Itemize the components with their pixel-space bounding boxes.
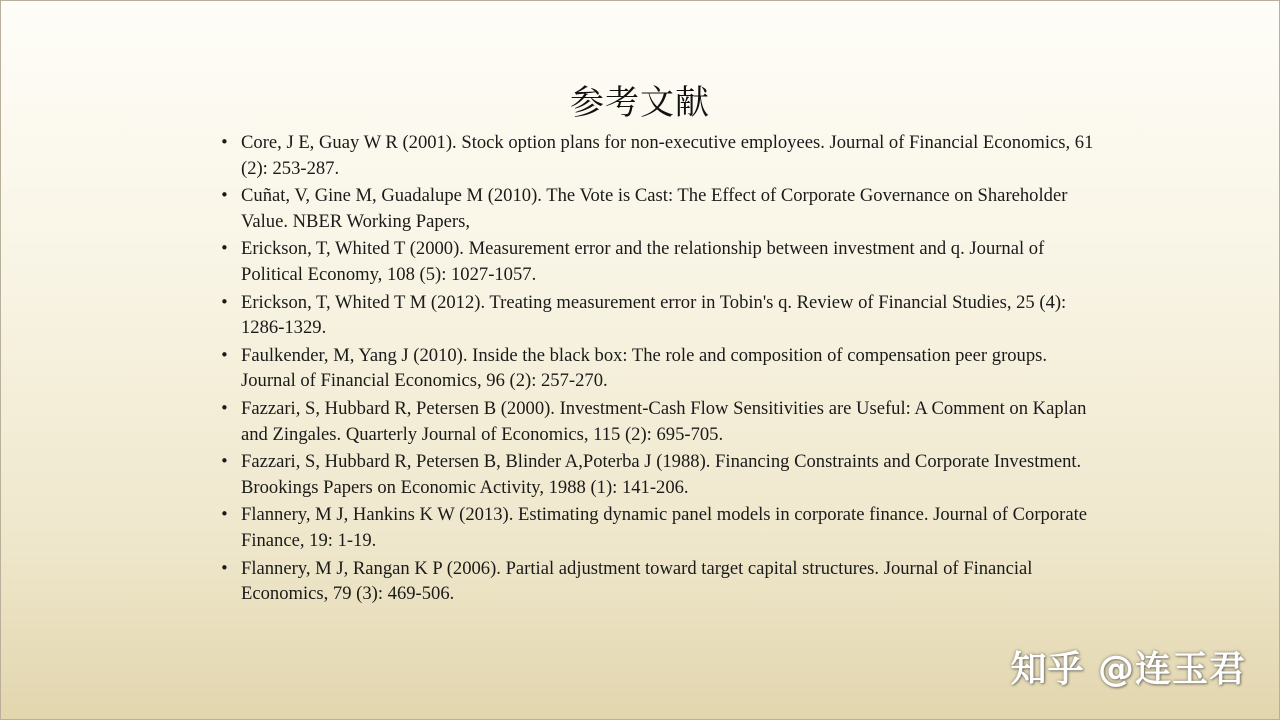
reference-text: Flannery, M J, Rangan K P (2006). Partial adjustment toward target capital structures. Journal of Financial Economics, 79 (3): 469-506.: [241, 557, 1033, 605]
reference-text: Core, J E, Guay W R (2001). Stock option plans for non-executive employees. Journal of Financial Economics, 61 (2): 253-287.: [241, 132, 1094, 179]
reference-item: [218, 183, 1098, 234]
reference-item: [218, 236, 1098, 287]
reference-item: [218, 556, 1098, 607]
zhihu-watermark: 知乎 @连玉君: [1010, 649, 1246, 690]
reference-item: [218, 449, 1098, 500]
reference-item: [218, 130, 1098, 181]
reference-text: Faulkender, M, Yang J (2010). Inside the black box: The role and composition of compensation peer groups. Journal of Financial Economics, 96 (2): 257-270.: [241, 344, 1048, 392]
reference-text: Fazzari, S, Hubbard R, Petersen B (2000). Investment-Cash Flow Sensitivities are Useful: A Comment on Kaplan and Zingales. Quarterly Journal of Economics, 115 (2): 695-705.: [241, 397, 1087, 445]
bullet-icon: •: [220, 345, 229, 364]
reference-text: Erickson, T, Whited T M (2012). Treating measurement error in Tobin's q. Review of Financial Studies, 25 (4): 1286-1329.: [241, 291, 1067, 339]
bullet-icon: •: [220, 292, 229, 311]
reference-item: [218, 502, 1098, 553]
bullet-icon: •: [220, 186, 229, 205]
reference-list: [218, 130, 1098, 609]
bullet-icon: •: [220, 239, 229, 258]
bullet-icon: •: [220, 558, 229, 577]
reference-text: Cuñat, V, Gine M, Guadalupe M (2010). The Vote is Cast: The Effect of Corporate Governance on Shareholder Value. NBER Working Papers,: [241, 185, 1068, 232]
reference-item: [218, 343, 1098, 394]
reference-item: [218, 396, 1098, 447]
bullet-icon: •: [220, 133, 229, 151]
bullet-icon: •: [220, 505, 229, 524]
reference-text: Erickson, T, Whited T (2000). Measurement error and the relationship between investment and q. Journal of Political Economy, 108 (5): 1027-1057.: [241, 238, 1045, 285]
bullet-icon: •: [220, 452, 229, 471]
reference-text: Flannery, M J, Hankins K W (2013). Estimating dynamic panel models in corporate finance. Journal of Corporate Finance, 19: 1-19.: [241, 504, 1087, 551]
reference-text: Fazzari, S, Hubbard R, Petersen B, Blinder A,Poterba J (1988). Financing Constraints and Corporate Investment. Brookings Papers on Economic Activity, 1988 (1): 141-206.: [241, 451, 1082, 498]
bullet-icon: •: [220, 398, 229, 417]
reference-item: [218, 290, 1098, 341]
slide-title: 参考文献: [570, 82, 710, 123]
